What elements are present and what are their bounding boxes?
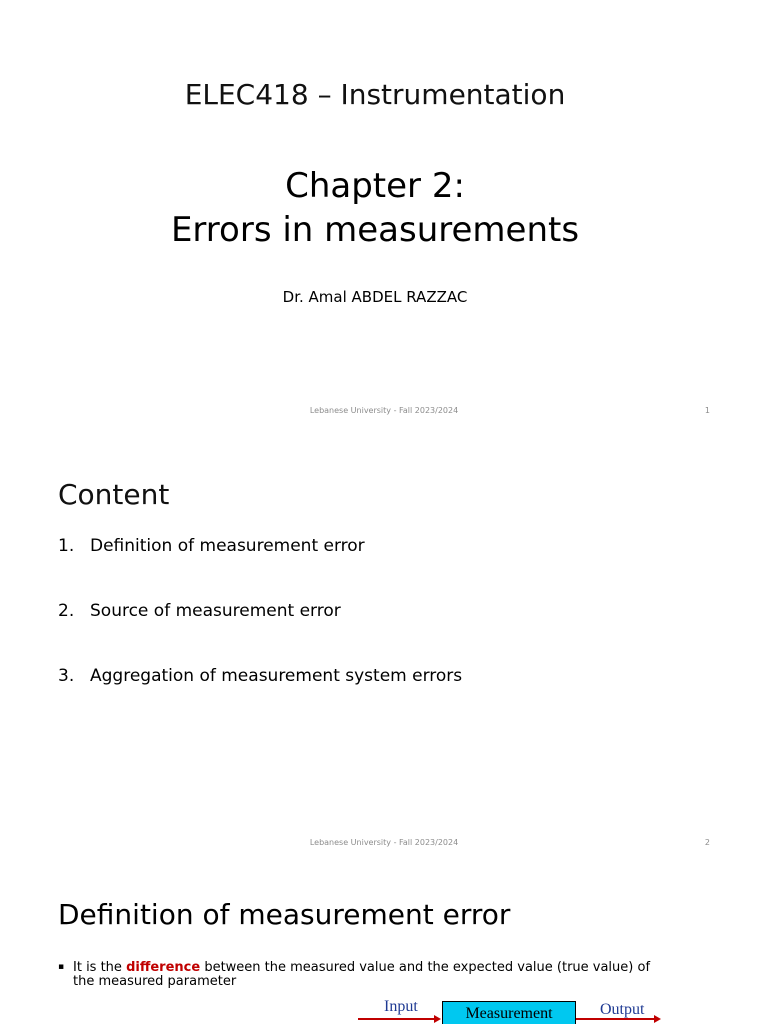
output-arrowhead-icon (654, 1015, 661, 1023)
title-slide (0, 0, 768, 432)
list-item-text: Source of measurement error (90, 601, 341, 621)
content-slide (0, 432, 768, 864)
chapter-title-line-2: Errors in measurements (170, 210, 580, 250)
bullet-text-suffix: between the measured value and the expected value (true value) of (200, 960, 651, 975)
definition-heading: Definition of measurement error (58, 898, 511, 931)
input-arrow (358, 1018, 434, 1020)
input-arrowhead-icon (434, 1015, 441, 1023)
bullet-continuation: the measured parameter (73, 974, 237, 989)
list-item-number: 1. (58, 536, 75, 556)
definition-bullet (58, 960, 718, 989)
course-title: ELEC418 – Instrumentation (184, 78, 566, 111)
list-item-number: 2. (58, 601, 75, 621)
list-item (58, 666, 462, 731)
measurement-diagram (356, 996, 676, 1024)
list-item-text: Definition of measurement error (90, 536, 365, 556)
content-heading: Content (58, 478, 170, 511)
definition-slide (0, 864, 768, 1024)
output-label: Output (600, 1001, 645, 1018)
list-item (58, 601, 462, 666)
list-item-number: 3. (58, 666, 75, 686)
bullet-text-prefix: It is the (73, 960, 127, 975)
chapter-title-line-1: Chapter 2: (285, 166, 465, 206)
chapter-title (0, 164, 750, 252)
bullet-emphasis: difference (126, 960, 201, 975)
content-list (58, 536, 462, 731)
author-name: Dr. Amal ABDEL RAZZAC (282, 288, 468, 306)
slide-number: 2 (704, 838, 710, 847)
list-item-text: Aggregation of measurement system errors (90, 666, 463, 686)
bullet-marker-icon: ▪ (58, 962, 65, 972)
list-item (58, 536, 462, 601)
output-arrow (576, 1018, 654, 1020)
input-label: Input (384, 998, 418, 1015)
slide-number: 1 (704, 406, 710, 415)
measurement-box: Measurement (442, 1001, 576, 1024)
slide-footer: Lebanese University - Fall 2023/2024 (309, 838, 459, 847)
slide-footer: Lebanese University - Fall 2023/2024 (309, 406, 459, 415)
